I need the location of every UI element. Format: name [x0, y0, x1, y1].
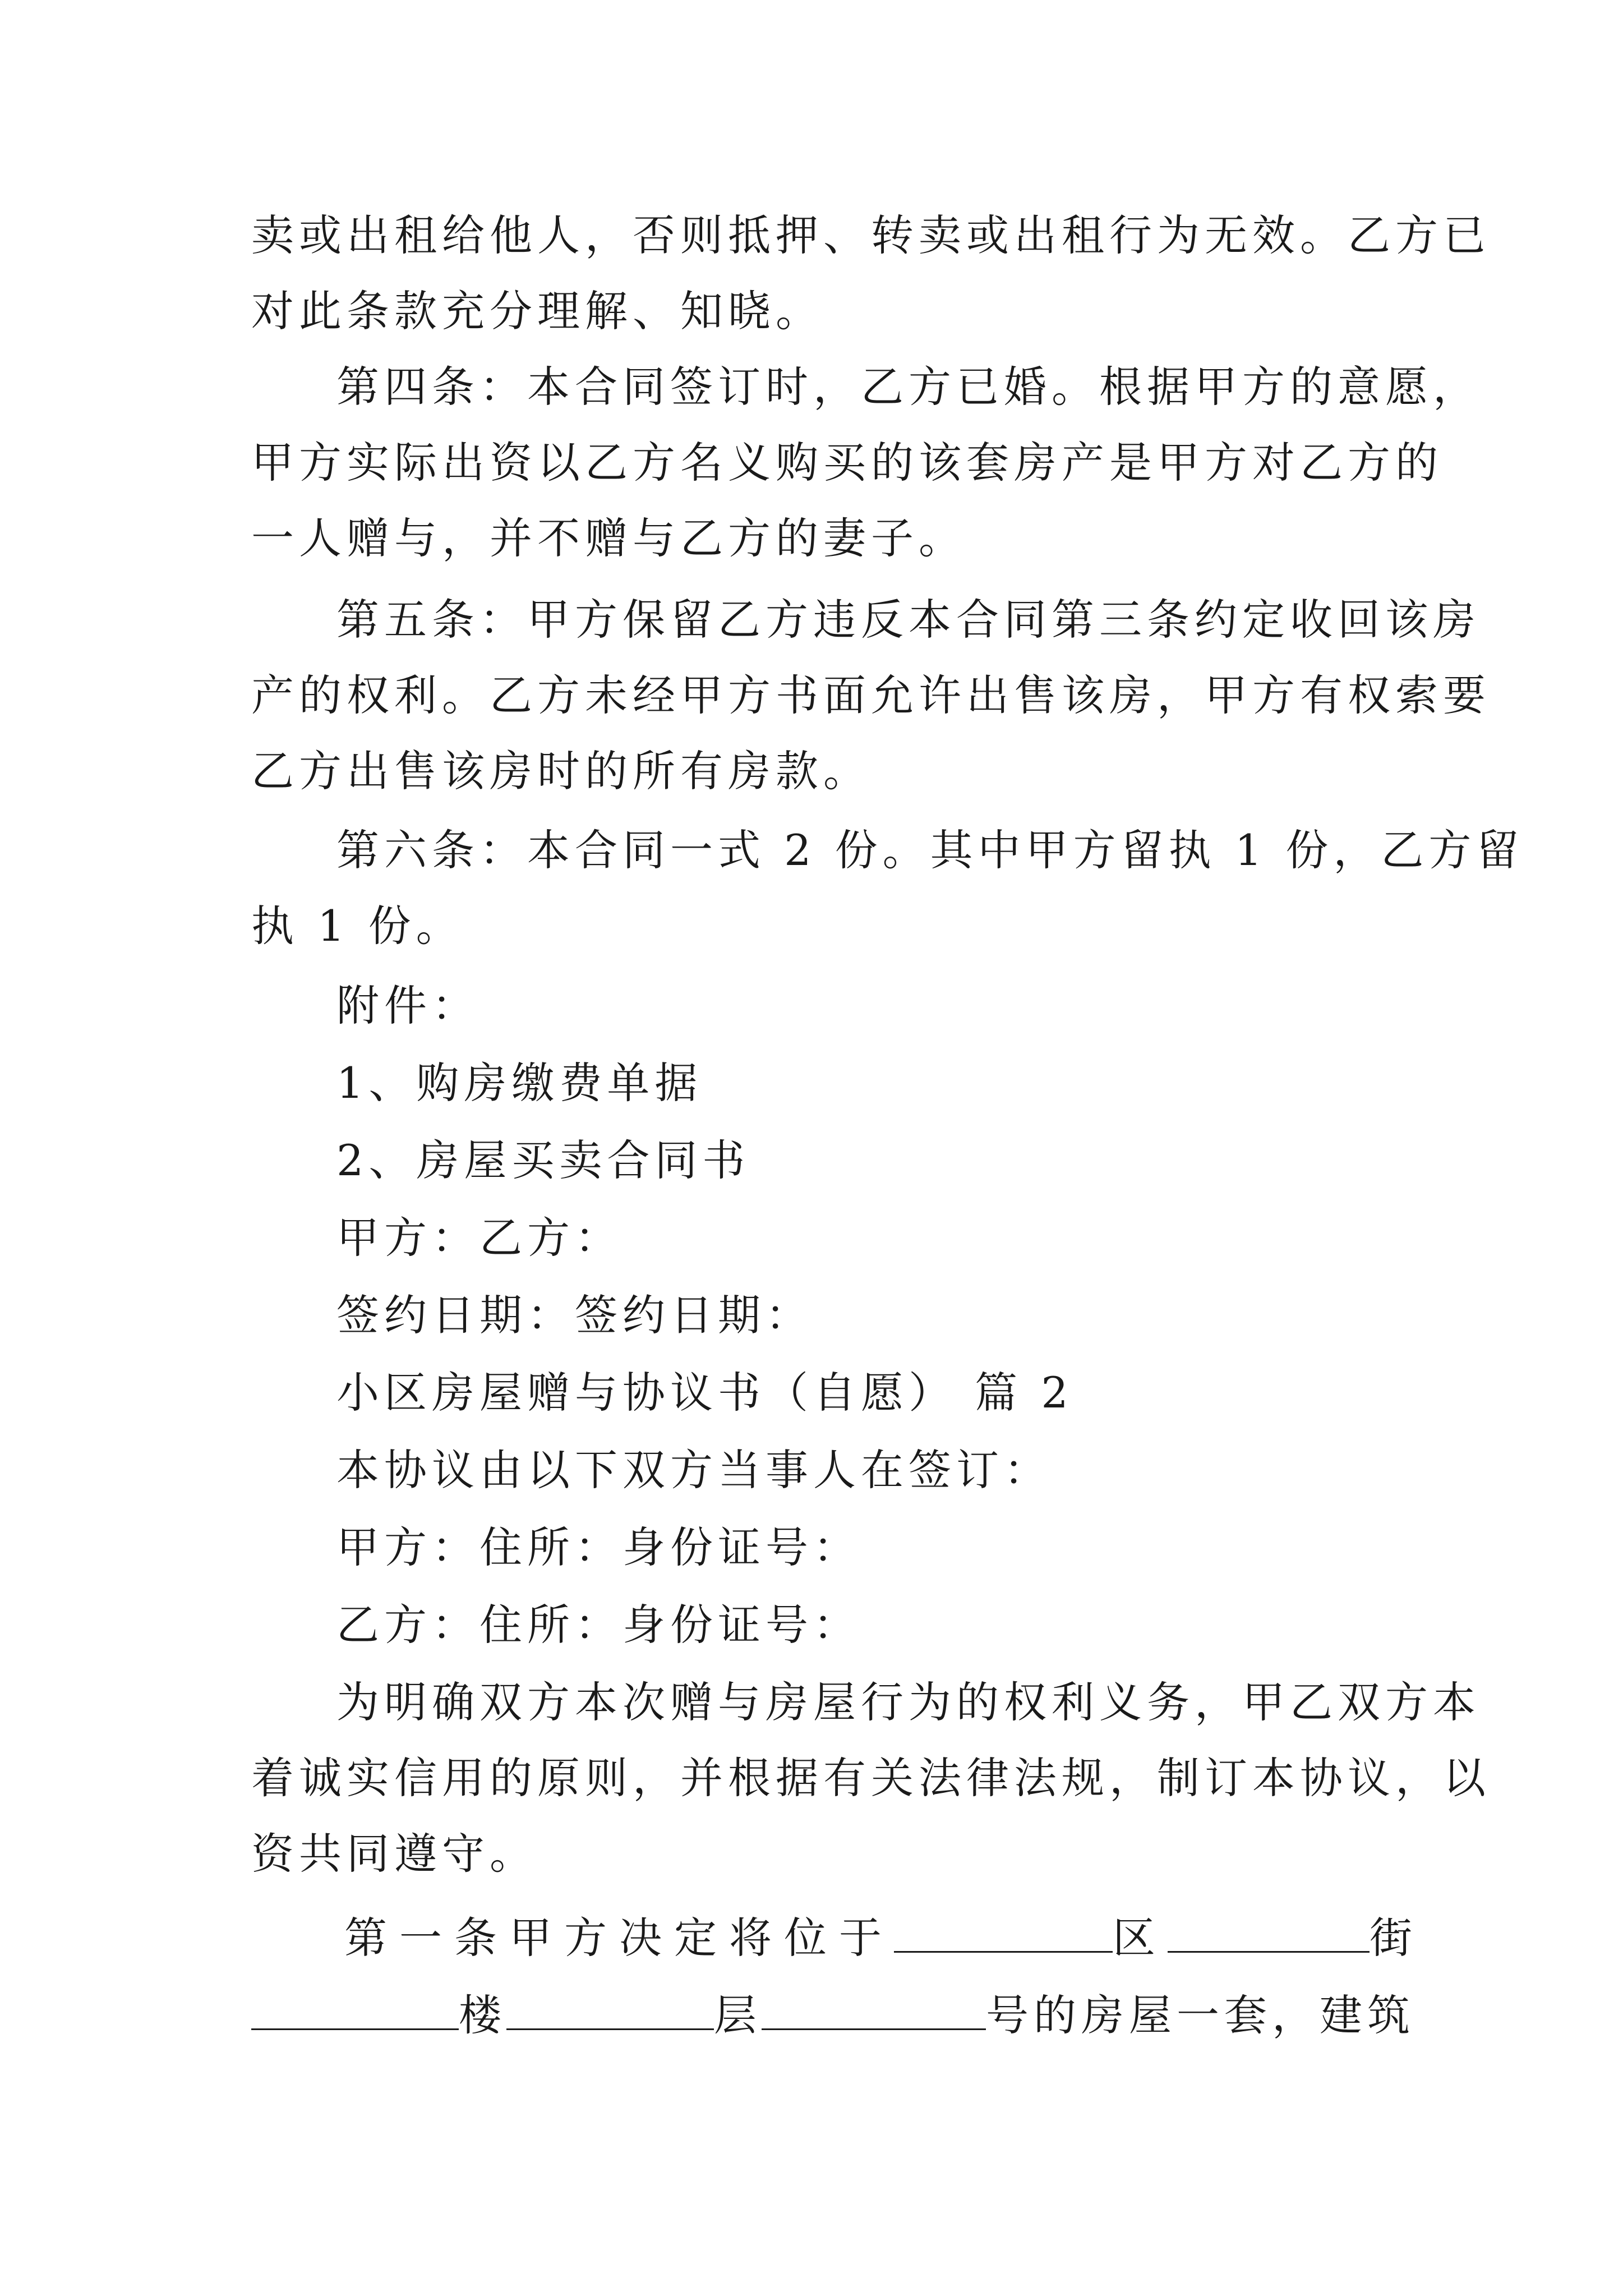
- text-line: 执 1 份。: [251, 901, 464, 951]
- text-line: 甲方实际出资以乙方名义购买的该套房产是甲方对乙方的: [251, 438, 1443, 487]
- party-b-info: 乙方：住所：身份证号：: [336, 1600, 861, 1650]
- blank-line: [251, 1993, 459, 2030]
- attachment-item: 1、购房缴费单据: [336, 1058, 703, 1108]
- party-a-info: 甲方：住所：身份证号：: [336, 1522, 861, 1572]
- floor-label: 层: [714, 1990, 762, 2040]
- article-1-line: [251, 1990, 1415, 2040]
- article-5-heading: 第五条：甲方保留乙方违反本合同第三条约定收回该房: [336, 595, 1481, 645]
- text-line: 着诚实信用的原则，并根据有关法律法规，制订本协议，以: [251, 1753, 1491, 1803]
- street-label: 街: [1370, 1913, 1424, 1963]
- article-1-lead: 第一条甲方决定将位于: [344, 1913, 894, 1963]
- article-1-line: [344, 1913, 1424, 1963]
- text-line: 对此条款充分理解、知晓。: [251, 286, 823, 336]
- text-line: 一人赠与，并不赠与乙方的妻子。: [251, 513, 966, 563]
- building-label: 楼: [459, 1990, 506, 2040]
- attachments-label: 附件：: [336, 981, 479, 1030]
- text-line: 为明确双方本次赠与房屋行为的权利义务，甲乙双方本: [336, 1677, 1481, 1727]
- section-title: 小区房屋赠与协议书（自愿） 篇 2: [336, 1368, 1073, 1418]
- blank-line: [762, 1993, 986, 2030]
- text-line: 本协议由以下双方当事人在签订：: [336, 1445, 1052, 1495]
- article-1-tail: 号的房屋一套，建筑: [986, 1990, 1415, 2040]
- signature-dates: 签约日期：签约日期：: [336, 1290, 813, 1340]
- blank-line: [894, 1915, 1113, 1953]
- blank-line: [1168, 1915, 1370, 1953]
- attachment-item: 2、房屋买卖合同书: [336, 1135, 750, 1185]
- article-4-heading: 第四条：本合同签订时，乙方已婚。根据甲方的意愿，: [336, 362, 1481, 412]
- text-line: 产的权利。乙方未经甲方书面允许出售该房，甲方有权索要: [251, 670, 1491, 720]
- text-line: 卖或出租给他人，否则抵押、转卖或出租行为无效。乙方已: [251, 210, 1491, 260]
- article-6-heading: 第六条：本合同一式 2 份。其中甲方留执 1 份，乙方留: [336, 825, 1524, 875]
- blank-line: [506, 1993, 714, 2030]
- text-line: 资共同遵守。: [251, 1829, 537, 1879]
- signature-parties: 甲方：乙方：: [336, 1213, 623, 1263]
- text-line: 乙方出售该房时的所有房款。: [251, 746, 871, 796]
- district-label: 区: [1113, 1913, 1168, 1963]
